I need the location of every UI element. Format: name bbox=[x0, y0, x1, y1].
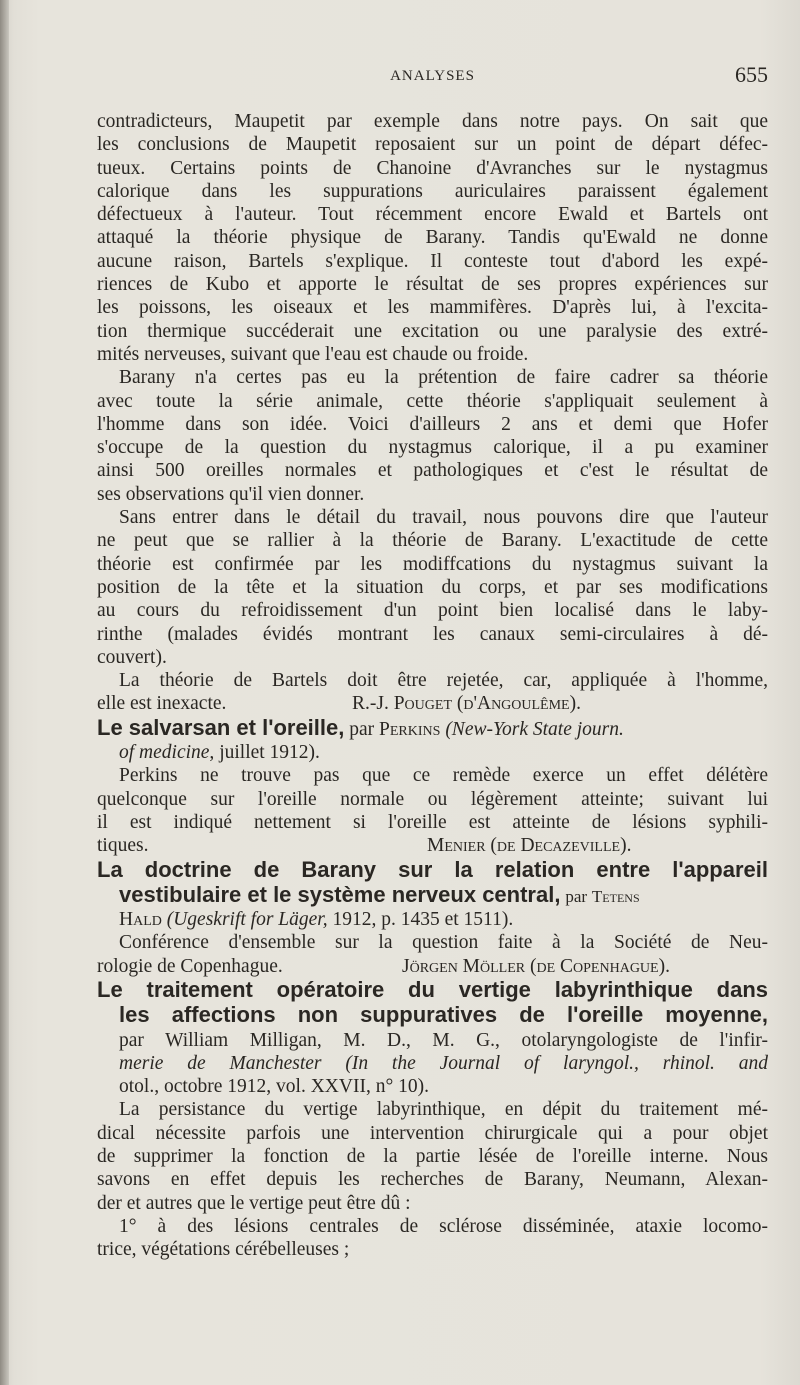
article-source-cont: otol., octobre 1912, vol. XXVII, n° 10). bbox=[119, 1076, 430, 1098]
text-line: les poissons, les oiseaux et les mammifères. D'après lui, à l'excita- bbox=[97, 297, 768, 319]
paragraph-2 bbox=[97, 366, 768, 506]
text-line: couvert). bbox=[97, 646, 167, 668]
article-source-line bbox=[97, 741, 768, 764]
article-source-ref: 1912, p. 1435 et 1511). bbox=[332, 909, 514, 931]
text-line: mités nerveuses, suivant que l'eau est chaude ou froide. bbox=[97, 343, 529, 365]
article-source: merie de Manchester (In the Journal of laryngol., rhinol. and bbox=[119, 1052, 768, 1074]
text-line-with-signature bbox=[97, 692, 768, 715]
text-line: s'occupe de la question du nystagmus calorique, il a pu examiner bbox=[97, 437, 768, 459]
author-signature: Menier (de Decazeville). bbox=[427, 835, 632, 857]
article-barany-doctrine bbox=[97, 858, 768, 978]
text-line: 1° à des lésions centrales de sclérose disséminée, ataxie locomo- bbox=[119, 1215, 768, 1237]
running-head: ANALYSES bbox=[390, 68, 475, 84]
text-line: tion thermique succéderait une excitation ou une paralysie des extré- bbox=[97, 320, 768, 342]
by-word: par bbox=[349, 718, 375, 740]
text-fragment: elle est inexacte. bbox=[97, 693, 227, 715]
text-line: l'homme dans son idée. Voici d'ailleurs 2 ans et demi que Hofer bbox=[97, 413, 768, 435]
article-author-cont: Hald bbox=[119, 909, 162, 931]
text-line: avec toute la série animale, cette théorie s'appliquait seulement à bbox=[97, 390, 768, 412]
page-number: 655 bbox=[735, 62, 768, 87]
article-author: Perkins bbox=[379, 718, 441, 740]
text-line: dical nécessite parfois une intervention chirurgicale qui a pour objet bbox=[97, 1122, 768, 1144]
article-date: juillet 1912). bbox=[219, 742, 320, 764]
text-line: aucune raison, Bartels s'explique. Il conteste tout d'abord les expé- bbox=[97, 250, 768, 272]
text-line: attaqué la théorie physique de Barany. Tandis qu'Ewald ne donne bbox=[97, 227, 768, 249]
text-line: défectueux à l'auteur. Tout récemment encore Ewald et Bartels ont bbox=[97, 204, 768, 226]
text-line: calorique dans les suppurations auriculaires paraissent également bbox=[97, 180, 768, 202]
text-line: La théorie de Bartels doit être rejetée, car, appliquée à l'homme, bbox=[119, 670, 768, 692]
article-heading-cont bbox=[97, 1003, 768, 1028]
article-heading bbox=[97, 858, 768, 883]
paragraph-3 bbox=[97, 506, 768, 669]
article-source-line bbox=[97, 908, 768, 931]
text-line: trice, végétations cérébelleuses ; bbox=[97, 1239, 350, 1261]
text-line: ses observations qu'il vien donner. bbox=[97, 483, 365, 505]
text-line: Perkins ne trouve pas que ce remède exerce un effet délétère bbox=[119, 765, 768, 787]
text-line: il est indiqué nettement si l'oreille est atteinte de lésions syphili- bbox=[97, 811, 768, 833]
text-line: les conclusions de Maupetit reposaient sur un point de départ défec- bbox=[97, 134, 768, 156]
article-vertigo-surgery bbox=[97, 978, 768, 1262]
article-title-cont: vestibulaire et le système nerveux central, bbox=[119, 881, 561, 907]
text-line: ainsi 500 oreilles normales et pathologiques et c'est le résultat de bbox=[97, 460, 768, 482]
text-fragment: tiques. bbox=[97, 835, 149, 857]
text-line: La persistance du vertige labyrinthique, en dépit du traitement mé- bbox=[119, 1099, 768, 1121]
text-line: contradicteurs, Maupetit par exemple dans notre pays. On sait que bbox=[97, 111, 768, 132]
text-line: au cours du refroidissement d'un point bien localisé dans le laby- bbox=[97, 600, 768, 622]
text-fragment: rologie de Copenhague. bbox=[97, 955, 283, 977]
article-byline: par William Milligan, M. D., M. G., otolaryngologiste de l'infir- bbox=[119, 1029, 768, 1051]
article-title: La doctrine de Barany sur la relation entre l'appareil bbox=[97, 856, 768, 882]
author-signature: Jörgen Möller (de Copenhague). bbox=[402, 955, 670, 977]
body-text bbox=[97, 110, 768, 1262]
text-line: théorie est confirmée par les modiffcations du nystagmus suivant la bbox=[97, 553, 768, 575]
article-heading-cont bbox=[97, 883, 768, 908]
text-line: tueux. Certains points de Chanoine d'Avranches sur le nystagmus bbox=[97, 157, 768, 179]
text-line: savons en effet depuis les recherches de Barany, Neumann, Alexan- bbox=[97, 1169, 768, 1191]
paragraph-4 bbox=[97, 669, 768, 716]
article-title: Le salvarsan et l'oreille, bbox=[97, 714, 345, 740]
article-source: (New-York State journ. bbox=[445, 718, 624, 740]
text-line: Barany n'a certes pas eu la prétention de faire cadrer sa théorie bbox=[119, 367, 768, 389]
text-line: ne peut que se rallier à la théorie de Barany. L'exactitude de cette bbox=[97, 530, 768, 552]
by-word: par bbox=[565, 886, 588, 906]
text-line: position de la tête et la situation du corps, et par ses modifications bbox=[97, 576, 768, 598]
book-spine-edge bbox=[0, 0, 9, 1385]
article-title: Le traitement opératoire du vertige labyrinthique dans bbox=[97, 976, 768, 1002]
article-heading bbox=[97, 716, 768, 741]
article-salvarsan bbox=[97, 716, 768, 858]
text-line: rinthe (malades évidés montrant les canaux semi-circulaires à dé- bbox=[97, 623, 768, 645]
text-line: riences de Kubo et apporte le résultat de ses propres expériences sur bbox=[97, 274, 768, 296]
text-line: Sans entrer dans le détail du travail, nous pouvons dire que l'auteur bbox=[119, 507, 768, 529]
text-line-with-signature bbox=[97, 955, 768, 978]
text-line: der et autres que le vertige peut être dû : bbox=[97, 1192, 411, 1214]
text-line-with-signature bbox=[97, 834, 768, 857]
article-source: (Ugeskrift for Läger, bbox=[166, 909, 328, 931]
article-heading bbox=[97, 978, 768, 1003]
text-line: de supprimer la fonction de la partie lésée de l'oreille interne. Nous bbox=[97, 1146, 768, 1168]
article-author: Tetens bbox=[591, 886, 640, 906]
text-line: quelconque sur l'oreille normale ou légèrement atteinte; suivant lui bbox=[97, 788, 768, 810]
paragraph-1 bbox=[97, 110, 768, 366]
page-header bbox=[97, 62, 768, 94]
author-signature: R.-J. Pouget (d'Angoulême). bbox=[352, 693, 581, 715]
text-line: Conférence d'ensemble sur la question faite à la Société de Neu- bbox=[119, 932, 768, 954]
article-title-cont: les affections non suppuratives de l'oreille moyenne, bbox=[119, 1002, 768, 1028]
article-source-cont: of medicine, bbox=[119, 742, 215, 764]
